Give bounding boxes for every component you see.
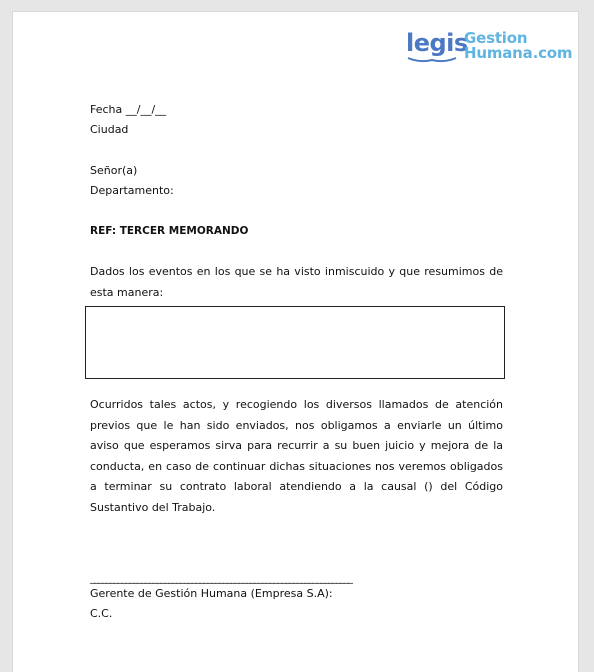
document-page [13,12,578,672]
legis-gestion-humana-logo [406,29,576,69]
ref-heading: REF: TERCER MEMORANDO [90,225,249,237]
logo-book-icon [407,57,457,63]
events-summary-box[interactable] [85,306,505,379]
signature-line: ___________________________________________________________________ [90,571,352,584]
department-line: Departamento: [90,184,174,197]
signer-title: Gerente de Gestión Humana (Empresa S.A): [90,587,333,600]
logo-gestion-humana [464,31,572,61]
logo-line-humana: Humana.com [464,44,573,62]
body-paragraph: Ocurridos tales actos, y recogiendo los diversos llamados de atención previos que le han sido enviados, nos obligamos a enviarle un último aviso que esperamos sirva para recurrir a su buen juicio y mejora de la conducta, en caso de continuar dichas situaciones nos veremos obligados a terminar su contrato laboral atendiendo a la causal () del Código Sustantivo del Trabajo. [90,398,503,514]
city-line: Ciudad [90,123,129,136]
cc-line: C.C. [90,607,113,620]
date-line: Fecha __/__/__ [90,103,167,116]
recipient-line: Señor(a) [90,164,138,177]
logo-line-gestion: Gestion [464,29,528,47]
intro-paragraph: Dados los eventos en los que se ha visto inmiscuido y que resumimos de esta manera: [90,265,503,299]
logo-legis-text: legis [406,29,468,57]
